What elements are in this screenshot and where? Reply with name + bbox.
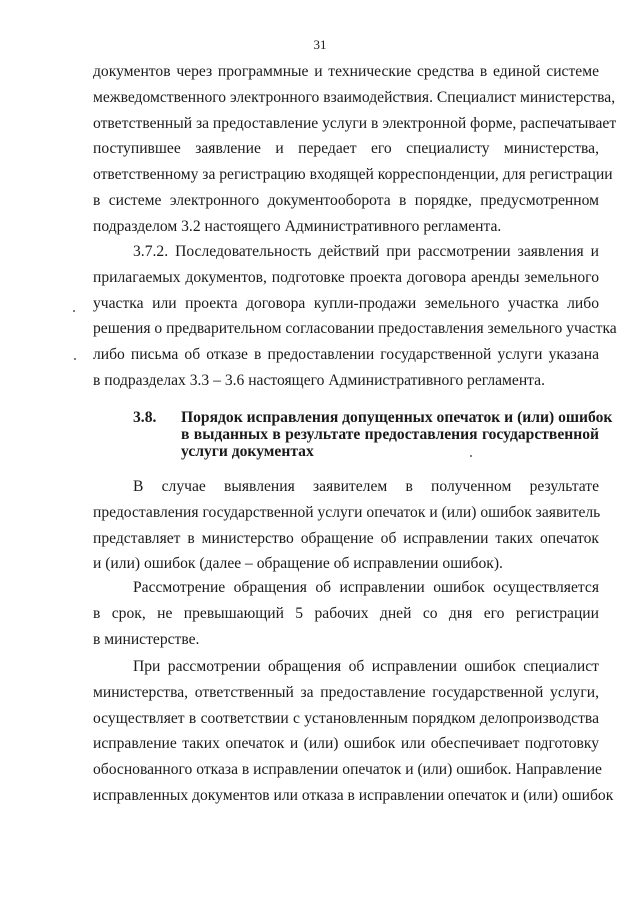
section-title-line: Порядок исправления допущенных опечаток и (или) ошибок — [181, 409, 613, 426]
text-line: в срок, не превышающий 5 рабочих дней со дня его регистрации — [93, 604, 599, 622]
section-number: 3.8. — [133, 409, 157, 426]
scan-speck — [74, 358, 76, 360]
text-line: участка или проекта договора купли-продажи земельного участка либо — [93, 294, 599, 312]
section-title — [181, 409, 613, 460]
text-line: осуществляет в соответствии с установленным порядком делопроизводства — [93, 709, 599, 727]
text-line: в системе электронного документооборота в порядке, предусмотренном — [93, 191, 599, 209]
text-line: подразделом 3.2 настоящего Административного регламента. — [93, 217, 502, 235]
scan-speck — [470, 455, 472, 457]
text-line: решения о предварительном согласовании предоставления земельного участка — [93, 320, 617, 338]
text-line: При рассмотрении обращения об исправлении ошибок специалист — [133, 658, 599, 675]
text-line: и (или) ошибок (далее – обращение об исправлении ошибок). — [93, 555, 503, 573]
text-line: документов через программные и технические средства в единой системе — [93, 63, 599, 80]
paragraph-review-process — [93, 654, 614, 809]
text-line: ответственный за предоставление услуги в электронной форме, распечатывает — [93, 114, 617, 132]
text-line: поступившее заявление и передает его специалисту министерства, — [93, 140, 599, 158]
text-line: ответственному за регистрацию входящей корреспонденции, для регистрации — [93, 166, 613, 184]
text-line: 3.7.2. Последовательность действий при рассмотрении заявления и — [133, 243, 599, 260]
text-line: министерства, ответственный за предоставление государственной услуги, — [93, 683, 599, 701]
section-title-line: в выданных в результате предоставления государственной — [181, 426, 599, 443]
text-line: исправление таких опечаток и (или) ошибок или обеспечивает подготовку — [93, 735, 599, 753]
text-line: прилагаемых документов, подготовке проекта договора аренды земельного — [93, 268, 599, 286]
paragraph-error-detection — [93, 474, 599, 577]
scan-speck — [73, 310, 75, 312]
text-line: исправленных документов или отказа в исправлении опечаток и (или) ошибок — [93, 786, 614, 804]
paragraph-3-7-2 — [93, 239, 617, 394]
paragraph-continuation — [93, 59, 617, 240]
text-line: Рассмотрение обращения об исправлении ошибок осуществляется — [133, 579, 599, 596]
text-line: представляет в министерство обращение об исправлении таких опечаток — [93, 529, 599, 547]
page-number: 31 — [313, 37, 327, 52]
text-line: в министерстве. — [93, 630, 200, 648]
paragraph-review-term — [93, 575, 599, 652]
text-line: В случае выявления заявителем в полученном результате — [133, 478, 599, 495]
text-line: межведомственного электронного взаимодействия. Специалист министерства, — [93, 88, 616, 106]
text-line: либо письма об отказе в предоставлении государственной услуги указана — [93, 346, 599, 364]
text-line: в подразделах 3.3 – 3.6 настоящего Административного регламента. — [93, 371, 546, 389]
section-title-line: услуги документах — [181, 443, 314, 460]
text-line: предоставления государственной услуги опечаток и (или) ошибок заявитель — [93, 503, 601, 521]
text-line: обоснованного отказа в исправлении опечаток и (или) ошибок. Направление — [93, 761, 602, 779]
